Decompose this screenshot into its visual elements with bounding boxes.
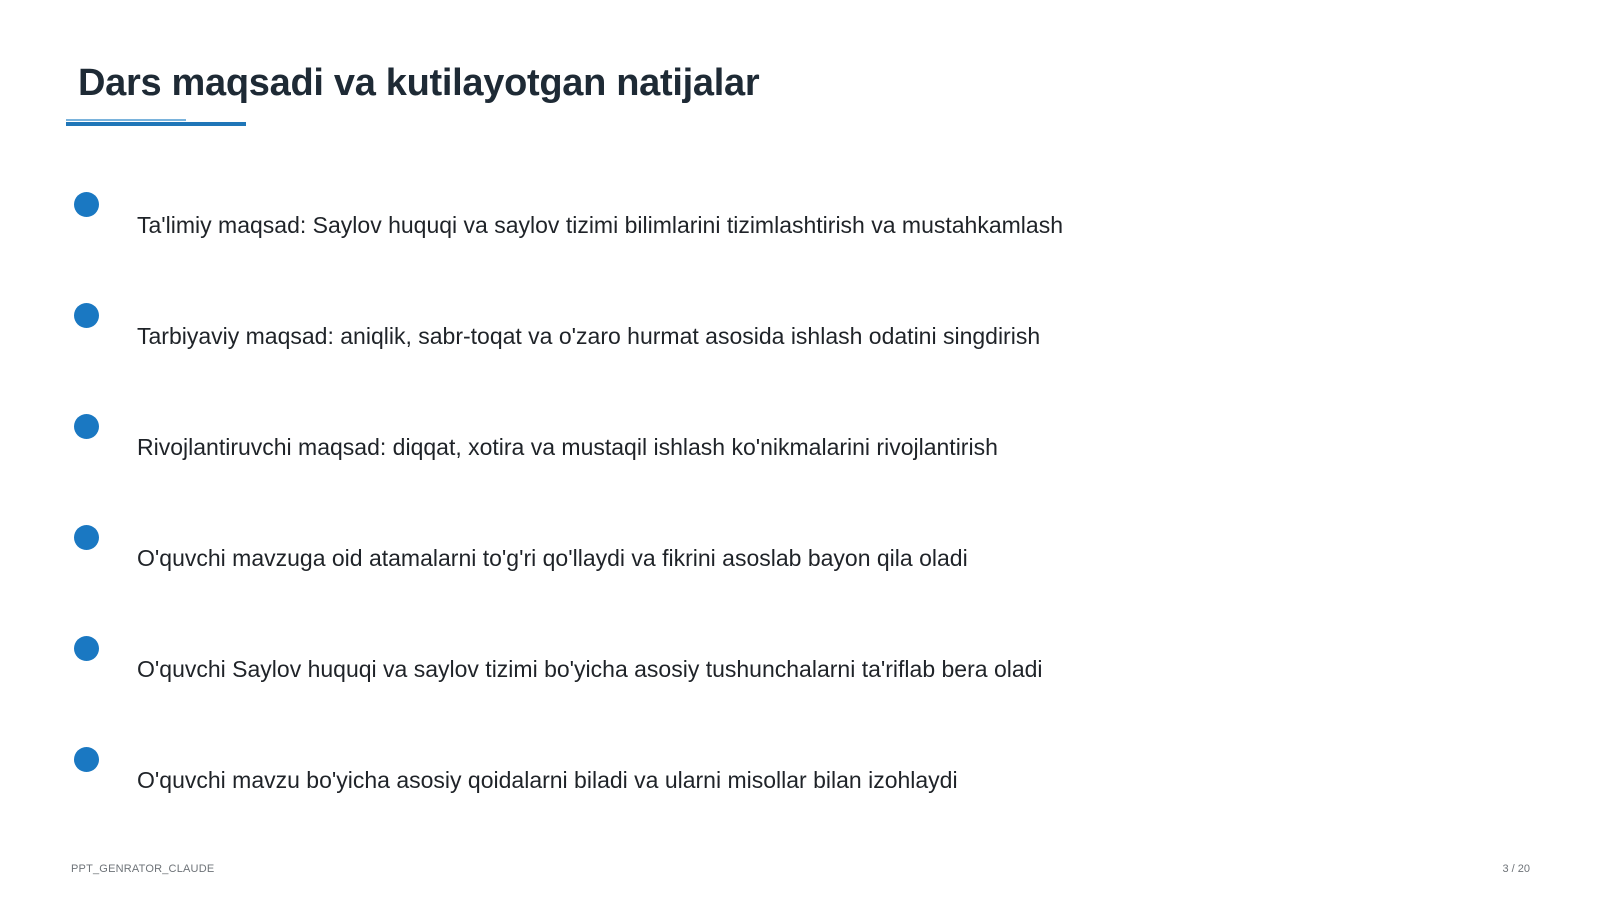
bullet-text: Ta'limiy maqsad: Saylov huquqi va saylov tizimi bilimlarini tizimlashtirish va mustahkamlash: [137, 212, 1063, 238]
list-item: [0, 636, 1600, 716]
bullet-text: O'quvchi Saylov huquqi va saylov tizimi bo'yicha asosiy tushunchalarni ta'riflab bera oladi: [137, 656, 1043, 682]
bullet-icon: [74, 303, 99, 328]
bullet-icon: [74, 525, 99, 550]
list-item: [0, 747, 1600, 827]
footer-generator-label: PPT_GENRATOR_CLAUDE: [71, 863, 215, 875]
list-item: [0, 525, 1600, 605]
bullet-text: O'quvchi mavzuga oid atamalarni to'g'ri qo'llaydi va fikrini asoslab bayon qila oladi: [137, 545, 968, 571]
bullet-text: Tarbiyaviy maqsad: aniqlik, sabr-toqat va o'zaro hurmat asosida ishlash odatini singdirish: [137, 323, 1041, 349]
bullet-text: Rivojlantiruvchi maqsad: diqqat, xotira va mustaqil ishlash ko'nikmalarini rivojlantirish: [137, 434, 998, 460]
bullet-icon: [74, 747, 99, 772]
title-underline: [66, 122, 246, 126]
list-item: [0, 414, 1600, 494]
bullet-icon: [74, 192, 99, 217]
slide-title: Dars maqsadi va kutilayotgan natijalar: [78, 62, 760, 104]
page-number: 3 / 20: [1502, 863, 1530, 875]
list-item: [0, 303, 1600, 383]
bullet-text: O'quvchi mavzu bo'yicha asosiy qoidalarni biladi va ularni misollar bilan izohlaydi: [137, 767, 958, 793]
bullet-icon: [74, 414, 99, 439]
list-item: [0, 192, 1600, 272]
title-underline-accent: [66, 119, 186, 121]
bullet-icon: [74, 636, 99, 661]
